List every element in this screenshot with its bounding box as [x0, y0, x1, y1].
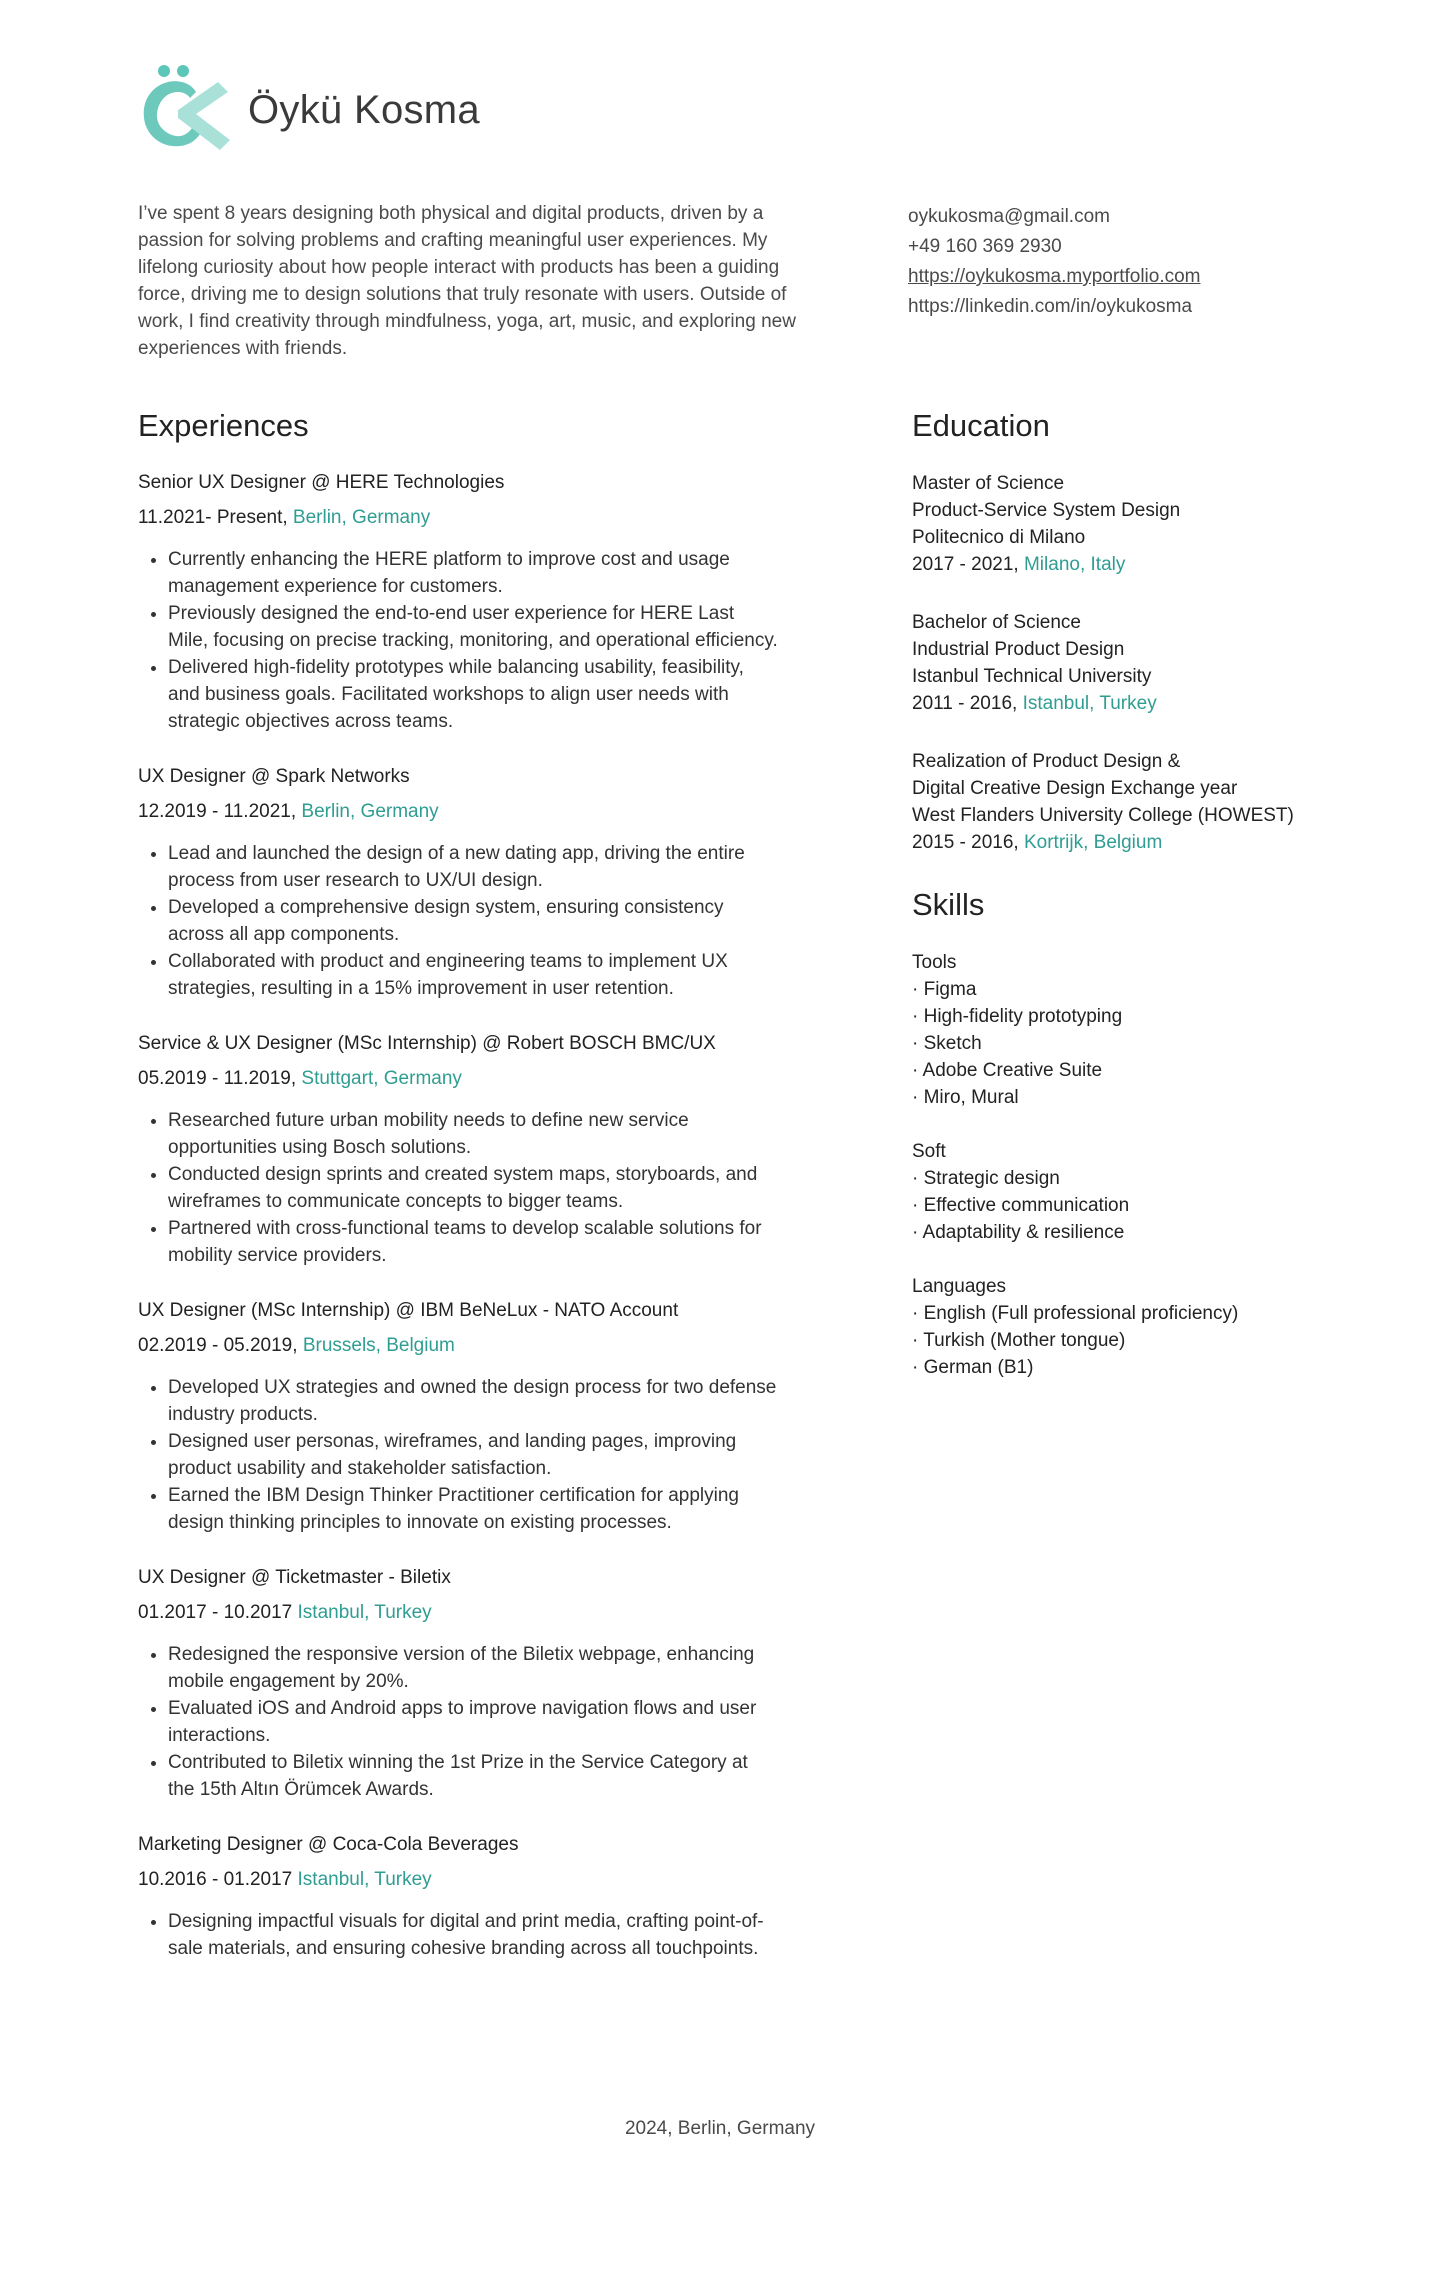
education-date [912, 690, 1332, 717]
education-heading: Education [912, 408, 1050, 443]
skill-item: · Figma [912, 979, 977, 1000]
experience-bullet: • Developed a comprehensive design system, ensuring consistency across all app components. [168, 894, 778, 948]
education-item [912, 470, 1332, 578]
skill-item: · Turkish (Mother tongue) [912, 1330, 1126, 1351]
experience-location: Berlin, Germany [292, 507, 431, 528]
experience-bullet: • Previously designed the end-to-end user experience for HERE Last Mile, focusing on precise tracking, monitoring, and operational efficiency. [168, 600, 778, 654]
experience-bullets [138, 840, 778, 1002]
experience-bullet: • Collaborated with product and engineering teams to implement UX strategies, resulting in a 15% improvement in user retention. [168, 948, 778, 1002]
skill-group-soft [912, 1138, 1332, 1246]
experience-bullets [138, 1908, 778, 1962]
experience-bullet: • Designed user personas, wireframes, and landing pages, improving product usability and stakeholder satisfaction. [168, 1428, 778, 1482]
linkedin-link[interactable]: https://linkedin.com/in/oykukosma [908, 296, 1193, 317]
experience-bullet: • Redesigned the responsive version of the Biletix webpage, enhancing mobile engagement by 20%. [168, 1641, 778, 1695]
intro-summary: I’ve spent 8 years designing both physical and digital products, driven by a passion for solving problems and crafting meaningful user experiences. My lifelong curiosity about how people interact with products has been a guiding force, driving me to design solutions that truly resonate with users. Outside of work, I find creativity through mindfulness, yoga, art, music, and exploring new experiences with friends. [138, 203, 796, 359]
experience-date [138, 1600, 778, 1626]
experience-item [138, 1832, 778, 1962]
experiences-section [138, 408, 778, 1991]
experience-dates: 11.2021- Present, [138, 507, 293, 528]
skills-heading: Skills [912, 887, 985, 922]
experience-title: Service & UX Designer (MSc Internship) @ Robert BOSCH BMC/UX [138, 1033, 716, 1054]
degree: Bachelor of Science [912, 612, 1081, 633]
education-location: Milano, Italy [1023, 554, 1126, 575]
institution: Politecnico di Milano [912, 527, 1086, 548]
experience-item [138, 1298, 778, 1536]
skill-item: · Adobe Creative Suite [912, 1060, 1103, 1081]
experience-bullet: • Researched future urban mobility needs to define new service opportunities using Bosch solutions. [168, 1107, 778, 1161]
degree: Master of Science [912, 473, 1065, 494]
experience-bullet: • Lead and launched the design of a new dating app, driving the entire process from user research to UX/UI design. [168, 840, 778, 894]
education-item [912, 609, 1332, 717]
experience-date [138, 1333, 778, 1359]
sidebar-column [912, 408, 1332, 1408]
skill-item: · English (Full professional proficiency) [912, 1303, 1239, 1324]
education-location: Istanbul, Turkey [1022, 693, 1157, 714]
skill-item: · German (B1) [912, 1357, 1034, 1378]
skill-group-languages [912, 1273, 1332, 1381]
experience-item [138, 1031, 778, 1269]
skill-item: · Effective communication [912, 1195, 1130, 1216]
experience-title: UX Designer @ Spark Networks [138, 766, 410, 787]
institution: Istanbul Technical University [912, 666, 1152, 687]
experience-title: UX Designer (MSc Internship) @ IBM BeNeLux - NATO Account [138, 1300, 679, 1321]
experience-title: UX Designer @ Ticketmaster - Biletix [138, 1567, 451, 1588]
experience-location: Istanbul, Turkey [297, 1869, 432, 1890]
experience-dates: 10.2016 - 01.2017 [138, 1869, 298, 1890]
experience-title: Senior UX Designer @ HERE Technologies [138, 472, 505, 493]
experience-date [138, 1066, 778, 1092]
experience-bullets [138, 1107, 778, 1269]
experience-bullets [138, 1374, 778, 1536]
experience-bullet: • Delivered high-fidelity prototypes while balancing usability, feasibility, and business goals. Facilitated workshops to align user needs with strategic objectives across teams. [168, 654, 778, 735]
experience-bullet: • Evaluated iOS and Android apps to improve navigation flows and user interactions. [168, 1695, 778, 1749]
experience-title: Marketing Designer @ Coca-Cola Beverages [138, 1834, 519, 1855]
skill-item: · High-fidelity prototyping [912, 1006, 1123, 1027]
skill-group-tools [912, 949, 1332, 1111]
skill-group-title: Tools [912, 952, 957, 973]
experience-location: Berlin, Germany [301, 801, 439, 822]
experience-bullet: • Partnered with cross-functional teams to develop scalable solutions for mobility service providers. [168, 1215, 778, 1269]
experience-bullet: • Contributed to Biletix winning the 1st Prize in the Service Category at the 15th Altın Örümcek Awards. [168, 1749, 778, 1803]
experience-bullet: • Currently enhancing the HERE platform to improve cost and usage management experience for customers. [168, 546, 778, 600]
experience-date [138, 505, 778, 531]
skill-item: · Miro, Mural [912, 1087, 1019, 1108]
contact-phone: +49 160 369 2930 [908, 236, 1062, 257]
education-date [912, 829, 1332, 856]
experience-item [138, 764, 778, 1002]
footer-location-year: 2024, Berlin, Germany [624, 2118, 816, 2139]
resume-header [138, 62, 480, 150]
education-item [912, 748, 1332, 856]
experience-location: Brussels, Belgium [302, 1335, 455, 1356]
skill-group-title: Languages [912, 1276, 1007, 1297]
experience-bullet: • Designing impactful visuals for digital and print media, crafting point-of-sale materials, and ensuring cohesive branding across all touchpoints. [168, 1908, 778, 1962]
education-location: Kortrijk, Belgium [1023, 832, 1163, 853]
experience-item [138, 470, 778, 735]
experience-date [138, 799, 778, 825]
program: Digital Creative Design Exchange year [912, 778, 1238, 799]
experience-bullet: • Conducted design sprints and created system maps, storyboards, and wireframes to communicate concepts to bigger teams. [168, 1161, 778, 1215]
person-name: Öykü Kosma [248, 87, 480, 132]
contact-email[interactable]: oykukosma@gmail.com [908, 206, 1110, 227]
program: Industrial Product Design [912, 639, 1125, 660]
skill-item: · Strategic design [912, 1168, 1060, 1189]
contact-block [908, 202, 1201, 322]
experience-item [138, 1565, 778, 1803]
experience-bullets [138, 546, 778, 735]
degree: Realization of Product Design & [912, 751, 1181, 772]
skill-item: · Adaptability & resilience [912, 1222, 1125, 1243]
portfolio-link[interactable]: https://oykukosma.myportfolio.com [908, 266, 1201, 287]
education-dates: 2011 - 2016, [912, 693, 1023, 714]
program: Product-Service System Design [912, 500, 1181, 521]
education-dates: 2017 - 2021, [912, 554, 1024, 575]
ok-monogram-logo-icon [138, 62, 230, 150]
experiences-heading: Experiences [138, 408, 309, 443]
skill-group-title: Soft [912, 1141, 946, 1162]
experience-dates: 02.2019 - 05.2019, [138, 1335, 303, 1356]
experience-bullet: • Developed UX strategies and owned the design process for two defense industry products. [168, 1374, 778, 1428]
experience-location: Stuttgart, Germany [301, 1068, 462, 1089]
experience-dates: 01.2017 - 10.2017 [138, 1602, 298, 1623]
institution: West Flanders University College (HOWEST) [912, 805, 1294, 826]
experience-location: Istanbul, Turkey [297, 1602, 432, 1623]
experience-dates: 12.2019 - 11.2021, [138, 801, 302, 822]
experience-bullets [138, 1641, 778, 1803]
experience-dates: 05.2019 - 11.2019, [138, 1068, 302, 1089]
education-date [912, 551, 1332, 578]
experience-bullet: • Earned the IBM Design Thinker Practitioner certification for applying design thinking principles to innovate on existing processes. [168, 1482, 778, 1536]
experience-date [138, 1867, 778, 1893]
skill-item: · Sketch [912, 1033, 982, 1054]
education-dates: 2015 - 2016, [912, 832, 1024, 853]
